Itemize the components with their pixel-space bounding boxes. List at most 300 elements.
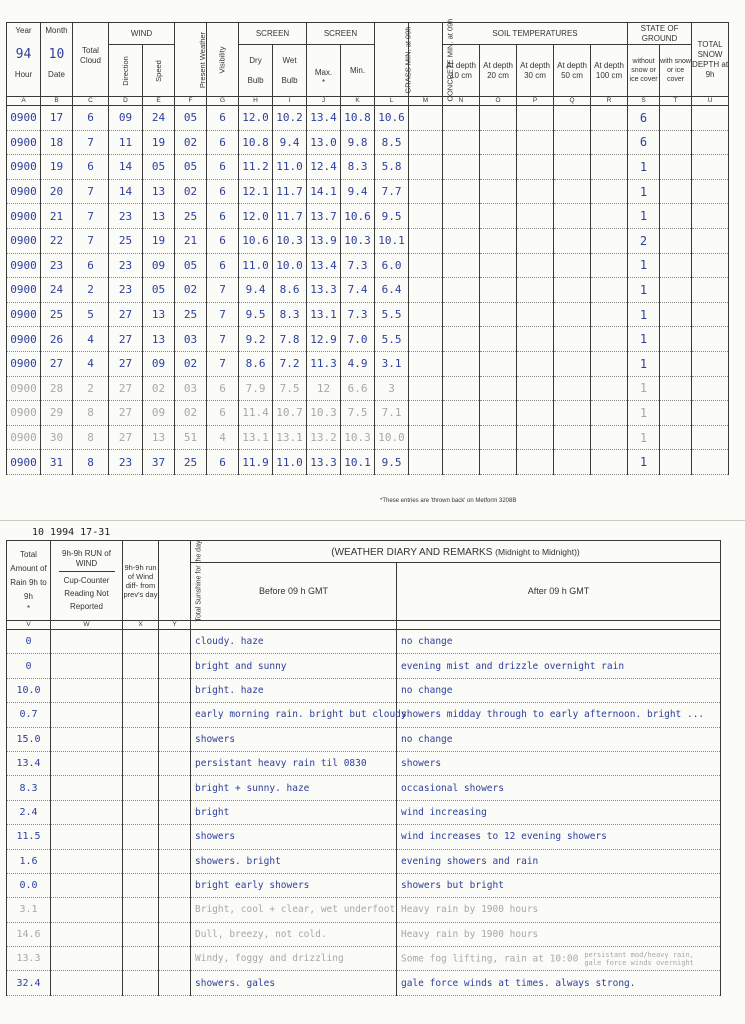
- column-letter: A: [7, 97, 41, 106]
- column-letter: O: [480, 97, 517, 106]
- cell-ground: 1: [628, 155, 660, 180]
- empty-cell: [409, 302, 443, 327]
- empty-cell: [692, 278, 729, 303]
- empty-cell: [51, 922, 123, 946]
- empty-cell: [443, 179, 480, 204]
- column-letter: Y: [159, 621, 191, 630]
- empty-cell: [480, 302, 517, 327]
- cell-cloud: 2: [73, 376, 109, 401]
- diary-header: [191, 541, 721, 621]
- cell-date: 20: [41, 179, 73, 204]
- month-header: Month 10 Date: [41, 23, 73, 97]
- diary-row: [7, 849, 721, 873]
- grass-min-header: GRASS MIN. at 09h: [375, 23, 409, 97]
- year-header: Year 94 Hour: [7, 23, 41, 97]
- empty-cell: [443, 278, 480, 303]
- empty-cell: [443, 425, 480, 450]
- empty-cell: [409, 401, 443, 426]
- empty-cell: [660, 351, 692, 376]
- empty-cell: [517, 155, 554, 180]
- cell-grass: 7.1: [375, 401, 409, 426]
- cell-grass: 3.1: [375, 351, 409, 376]
- empty-cell: [517, 450, 554, 475]
- cell-vis: 6: [207, 253, 239, 278]
- empty-cell: [660, 228, 692, 253]
- empty-cell: [123, 873, 159, 897]
- cell-min: 10.8: [341, 106, 375, 131]
- cell-pw: 03: [175, 376, 207, 401]
- diary-row: [7, 947, 721, 971]
- cell-cloud: 6: [73, 155, 109, 180]
- cell-hour: 0900: [7, 155, 41, 180]
- after-extra-text: persistant mod/heavy rain, gale force winds overnight: [584, 950, 694, 967]
- empty-cell: [443, 228, 480, 253]
- empty-cell: [591, 228, 628, 253]
- cell-before: showers: [191, 727, 397, 751]
- empty-cell: [443, 155, 480, 180]
- empty-cell: [591, 179, 628, 204]
- cell-cloud: 7: [73, 228, 109, 253]
- cell-rain: 0.0: [7, 873, 51, 897]
- cell-vis: 7: [207, 351, 239, 376]
- table-row: [7, 155, 729, 180]
- empty-cell: [554, 253, 591, 278]
- cell-hour: 0900: [7, 278, 41, 303]
- empty-cell: [443, 302, 480, 327]
- min-header: Min.: [341, 45, 375, 97]
- year-value: 94: [15, 47, 32, 62]
- empty-cell: [591, 327, 628, 352]
- diary-row: [7, 776, 721, 800]
- empty-cell: [554, 228, 591, 253]
- empty-cell: [480, 130, 517, 155]
- total-snow-header: TOTAL SNOW DEPTH at 9h: [692, 23, 729, 97]
- cell-vis: 6: [207, 204, 239, 229]
- empty-cell: [123, 703, 159, 727]
- cell-rain: 15.0: [7, 727, 51, 751]
- empty-cell: [480, 351, 517, 376]
- empty-cell: [159, 849, 191, 873]
- cell-hour: 0900: [7, 376, 41, 401]
- empty-cell: [554, 155, 591, 180]
- column-letter: D: [109, 97, 143, 106]
- cell-before: showers: [191, 825, 397, 849]
- cell-before: Bright, cool + clear, wet underfoot: [191, 898, 397, 922]
- empty-cell: [443, 327, 480, 352]
- cell-pw: 02: [175, 278, 207, 303]
- cell-ground: 1: [628, 376, 660, 401]
- cell-hour: 0900: [7, 228, 41, 253]
- cell-before: early morning rain. bright but cloudy: [191, 703, 397, 727]
- empty-cell: [123, 751, 159, 775]
- empty-cell: [51, 849, 123, 873]
- empty-cell: [660, 204, 692, 229]
- cell-before: persistant heavy rain til 0830: [191, 751, 397, 775]
- empty-cell: [159, 825, 191, 849]
- empty-cell: [591, 450, 628, 475]
- empty-cell: [692, 204, 729, 229]
- empty-cell: [517, 327, 554, 352]
- total-cloud-header: Total Cloud: [73, 23, 109, 97]
- column-letter: R: [591, 97, 628, 106]
- empty-cell: [660, 155, 692, 180]
- cell-wet: 11.7: [273, 179, 307, 204]
- empty-cell: [554, 401, 591, 426]
- month-value: 10: [48, 47, 65, 62]
- empty-cell: [554, 278, 591, 303]
- empty-cell: [517, 401, 554, 426]
- cell-vis: 6: [207, 155, 239, 180]
- empty-cell: [554, 351, 591, 376]
- cell-dry: 8.6: [239, 351, 273, 376]
- cell-speed: 09: [143, 401, 175, 426]
- cell-before: bright. haze: [191, 678, 397, 702]
- max-header: Max. *: [307, 45, 341, 97]
- diary-row: [7, 678, 721, 702]
- empty-cell: [517, 106, 554, 131]
- cell-date: 24: [41, 278, 73, 303]
- empty-cell: [480, 253, 517, 278]
- empty-cell: [159, 678, 191, 702]
- cell-grass: 7.7: [375, 179, 409, 204]
- cell-after: no change: [397, 727, 721, 751]
- cell-grass: 5.5: [375, 327, 409, 352]
- cell-min: 6.6: [341, 376, 375, 401]
- empty-cell: [123, 922, 159, 946]
- cell-before: bright and sunny: [191, 654, 397, 678]
- cell-vis: 6: [207, 228, 239, 253]
- empty-cell: [517, 351, 554, 376]
- cell-dir: 27: [109, 425, 143, 450]
- empty-cell: [517, 228, 554, 253]
- cell-min: 7.4: [341, 278, 375, 303]
- empty-cell: [480, 155, 517, 180]
- cell-pw: 21: [175, 228, 207, 253]
- column-letter: J: [307, 97, 341, 106]
- empty-cell: [123, 825, 159, 849]
- cell-dir: 23: [109, 278, 143, 303]
- cell-cloud: 6: [73, 253, 109, 278]
- cell-max: 13.2: [307, 425, 341, 450]
- empty-cell: [409, 450, 443, 475]
- cell-pw: 02: [175, 351, 207, 376]
- column-letter: [191, 621, 397, 630]
- cell-speed: 13: [143, 425, 175, 450]
- cell-ground: 1: [628, 253, 660, 278]
- cell-speed: 13: [143, 179, 175, 204]
- cell-wet: 7.8: [273, 327, 307, 352]
- empty-cell: [480, 425, 517, 450]
- cell-vis: 7: [207, 278, 239, 303]
- cell-dir: 23: [109, 450, 143, 475]
- observation-table: [6, 18, 729, 475]
- empty-cell: [51, 727, 123, 751]
- cell-rain: 1.6: [7, 849, 51, 873]
- empty-cell: [409, 155, 443, 180]
- empty-cell: [480, 228, 517, 253]
- cell-rain: 13.4: [7, 751, 51, 775]
- cell-dry: 9.2: [239, 327, 273, 352]
- empty-cell: [517, 253, 554, 278]
- cell-wet: 10.2: [273, 106, 307, 131]
- cell-dir: 14: [109, 179, 143, 204]
- table-row: [7, 302, 729, 327]
- cell-before: cloudy. haze: [191, 630, 397, 654]
- cell-before: showers. bright: [191, 849, 397, 873]
- table-row: [7, 327, 729, 352]
- column-letter: I: [273, 97, 307, 106]
- diary-subtitle: (Midnight to Midnight)): [495, 547, 580, 557]
- cell-grass: 5.8: [375, 155, 409, 180]
- empty-cell: [517, 376, 554, 401]
- table-row: [7, 376, 729, 401]
- cell-max: 12.9: [307, 327, 341, 352]
- column-letter: V: [7, 621, 51, 630]
- cell-ground: 2: [628, 228, 660, 253]
- wind-diff-header: 9h-9h run of Wind diff- from prev's day: [123, 541, 159, 621]
- empty-cell: [554, 204, 591, 229]
- table-row: [7, 228, 729, 253]
- empty-cell: [51, 971, 123, 995]
- column-letters-row: [7, 97, 729, 106]
- cell-before: bright + sunny. haze: [191, 776, 397, 800]
- cell-rain: 32.4: [7, 971, 51, 995]
- empty-cell: [591, 155, 628, 180]
- cell-date: 18: [41, 130, 73, 155]
- empty-cell: [123, 898, 159, 922]
- cell-pw: 05: [175, 106, 207, 131]
- cell-cloud: 5: [73, 302, 109, 327]
- cell-rain: 0.7: [7, 703, 51, 727]
- cell-rain: 13.3: [7, 947, 51, 971]
- cell-wet: 9.4: [273, 130, 307, 155]
- cell-dry: 12.1: [239, 179, 273, 204]
- cell-max: 11.3: [307, 351, 341, 376]
- column-letter: Q: [554, 97, 591, 106]
- cell-min: 7.5: [341, 401, 375, 426]
- cell-grass: 3: [375, 376, 409, 401]
- cell-after: [397, 947, 721, 971]
- cell-min: 10.3: [341, 425, 375, 450]
- empty-cell: [660, 401, 692, 426]
- column-letter: U: [692, 97, 729, 106]
- empty-cell: [51, 751, 123, 775]
- empty-cell: [692, 130, 729, 155]
- column-letter: G: [207, 97, 239, 106]
- cell-min: 8.3: [341, 155, 375, 180]
- diary-row: [7, 654, 721, 678]
- cell-date: 21: [41, 204, 73, 229]
- cell-vis: 6: [207, 401, 239, 426]
- empty-cell: [123, 678, 159, 702]
- cell-before: Dull, breezy, not cold.: [191, 922, 397, 946]
- empty-cell: [660, 106, 692, 131]
- empty-cell: [480, 204, 517, 229]
- column-letter: K: [341, 97, 375, 106]
- diary-title: (WEATHER DIARY AND REMARKS: [331, 547, 493, 558]
- sunshine-header: Total Sunshine for the day: [159, 541, 191, 621]
- column-letter: S: [628, 97, 660, 106]
- empty-cell: [692, 155, 729, 180]
- cell-max: 13.4: [307, 253, 341, 278]
- empty-cell: [692, 351, 729, 376]
- cell-date: 27: [41, 351, 73, 376]
- cell-dry: 12.0: [239, 106, 273, 131]
- cell-dry: 9.4: [239, 278, 273, 303]
- cell-date: 26: [41, 327, 73, 352]
- cell-dry: 7.9: [239, 376, 273, 401]
- sheet-label: 10 1994 17-31: [32, 527, 111, 538]
- empty-cell: [480, 450, 517, 475]
- cell-date: 17: [41, 106, 73, 131]
- cell-dir: 27: [109, 351, 143, 376]
- cell-rain: 8.3: [7, 776, 51, 800]
- diary-row: [7, 898, 721, 922]
- table-row: [7, 401, 729, 426]
- cell-rain: 3.1: [7, 898, 51, 922]
- soil-10-header: At depth 10 cm: [443, 45, 480, 97]
- empty-cell: [660, 278, 692, 303]
- empty-cell: [480, 327, 517, 352]
- diary-row: [7, 825, 721, 849]
- cell-ground: 1: [628, 204, 660, 229]
- diary-row: [7, 727, 721, 751]
- empty-cell: [443, 253, 480, 278]
- empty-cell: [480, 278, 517, 303]
- footnote: *These entries are 'thrown back' on Metform 3208B: [380, 498, 517, 504]
- empty-cell: [517, 179, 554, 204]
- cell-after: Heavy rain by 1900 hours: [397, 898, 721, 922]
- empty-cell: [591, 401, 628, 426]
- cell-cloud: 4: [73, 351, 109, 376]
- diary-rows: [7, 630, 721, 996]
- cell-speed: 13: [143, 204, 175, 229]
- empty-cell: [554, 179, 591, 204]
- cell-before: bright early showers: [191, 873, 397, 897]
- cell-rain: 14.6: [7, 922, 51, 946]
- table-row: [7, 253, 729, 278]
- empty-cell: [443, 351, 480, 376]
- empty-cell: [660, 179, 692, 204]
- empty-cell: [159, 971, 191, 995]
- cell-dry: 11.4: [239, 401, 273, 426]
- cell-grass: 5.5: [375, 302, 409, 327]
- run-of-wind-header: 9h-9h RUN of WIND Cup-Counter Reading Not Reported: [51, 541, 123, 621]
- empty-cell: [409, 253, 443, 278]
- column-letter: L: [375, 97, 409, 106]
- cell-cloud: 4: [73, 327, 109, 352]
- column-letter: E: [143, 97, 175, 106]
- empty-cell: [409, 228, 443, 253]
- cell-dry: 11.2: [239, 155, 273, 180]
- empty-cell: [159, 922, 191, 946]
- column-letter: N: [443, 97, 480, 106]
- cell-grass: 6.4: [375, 278, 409, 303]
- column-letter: H: [239, 97, 273, 106]
- cell-rain: 2.4: [7, 800, 51, 824]
- cell-after: showers but bright: [397, 873, 721, 897]
- total-rain-header: Total Amount of Rain 9h to 9h *: [7, 541, 51, 621]
- column-letter: M: [409, 97, 443, 106]
- empty-cell: [692, 253, 729, 278]
- empty-cell: [51, 800, 123, 824]
- cell-after: no change: [397, 678, 721, 702]
- empty-cell: [554, 450, 591, 475]
- cell-wet: 11.0: [273, 155, 307, 180]
- empty-cell: [517, 204, 554, 229]
- cell-date: 31: [41, 450, 73, 475]
- diary-row: [7, 873, 721, 897]
- cell-min: 7.0: [341, 327, 375, 352]
- cell-cloud: 2: [73, 278, 109, 303]
- cell-dir: 25: [109, 228, 143, 253]
- empty-cell: [443, 130, 480, 155]
- empty-cell: [591, 204, 628, 229]
- cell-vis: 6: [207, 179, 239, 204]
- cell-cloud: 8: [73, 425, 109, 450]
- empty-cell: [480, 401, 517, 426]
- cell-max: 13.1: [307, 302, 341, 327]
- cell-speed: 19: [143, 130, 175, 155]
- cell-ground: 1: [628, 278, 660, 303]
- with-snow-header: with snow or ice cover: [660, 45, 692, 97]
- cell-dir: 27: [109, 302, 143, 327]
- soil-100-header: At depth 100 cm: [591, 45, 628, 97]
- diary-row: [7, 703, 721, 727]
- empty-cell: [692, 425, 729, 450]
- cell-ground: 1: [628, 351, 660, 376]
- empty-cell: [51, 898, 123, 922]
- empty-cell: [692, 327, 729, 352]
- cell-dry: 12.0: [239, 204, 273, 229]
- empty-cell: [443, 376, 480, 401]
- cell-before: bright: [191, 800, 397, 824]
- wind-header: WIND: [109, 23, 175, 45]
- cell-cloud: 7: [73, 204, 109, 229]
- cell-grass: 6.0: [375, 253, 409, 278]
- column-letter: C: [73, 97, 109, 106]
- empty-cell: [517, 425, 554, 450]
- empty-cell: [554, 376, 591, 401]
- empty-cell: [159, 751, 191, 775]
- empty-cell: [123, 849, 159, 873]
- cell-min: 9.8: [341, 130, 375, 155]
- cell-vis: 7: [207, 327, 239, 352]
- empty-cell: [660, 425, 692, 450]
- present-weather-header: Present Weather: [175, 23, 207, 97]
- column-letter: F: [175, 97, 207, 106]
- empty-cell: [409, 130, 443, 155]
- cell-date: 22: [41, 228, 73, 253]
- empty-cell: [591, 351, 628, 376]
- table-row: [7, 204, 729, 229]
- cell-dry: 11.0: [239, 253, 273, 278]
- cell-pw: 25: [175, 450, 207, 475]
- cell-vis: 6: [207, 450, 239, 475]
- empty-cell: [159, 630, 191, 654]
- cell-pw: 05: [175, 155, 207, 180]
- cell-max: 14.1: [307, 179, 341, 204]
- cell-cloud: 7: [73, 130, 109, 155]
- cell-min: 4.9: [341, 351, 375, 376]
- cell-hour: 0900: [7, 179, 41, 204]
- cell-max: 12.4: [307, 155, 341, 180]
- empty-cell: [591, 106, 628, 131]
- cell-rain: 11.5: [7, 825, 51, 849]
- empty-cell: [692, 302, 729, 327]
- column-letter: P: [517, 97, 554, 106]
- empty-cell: [480, 106, 517, 131]
